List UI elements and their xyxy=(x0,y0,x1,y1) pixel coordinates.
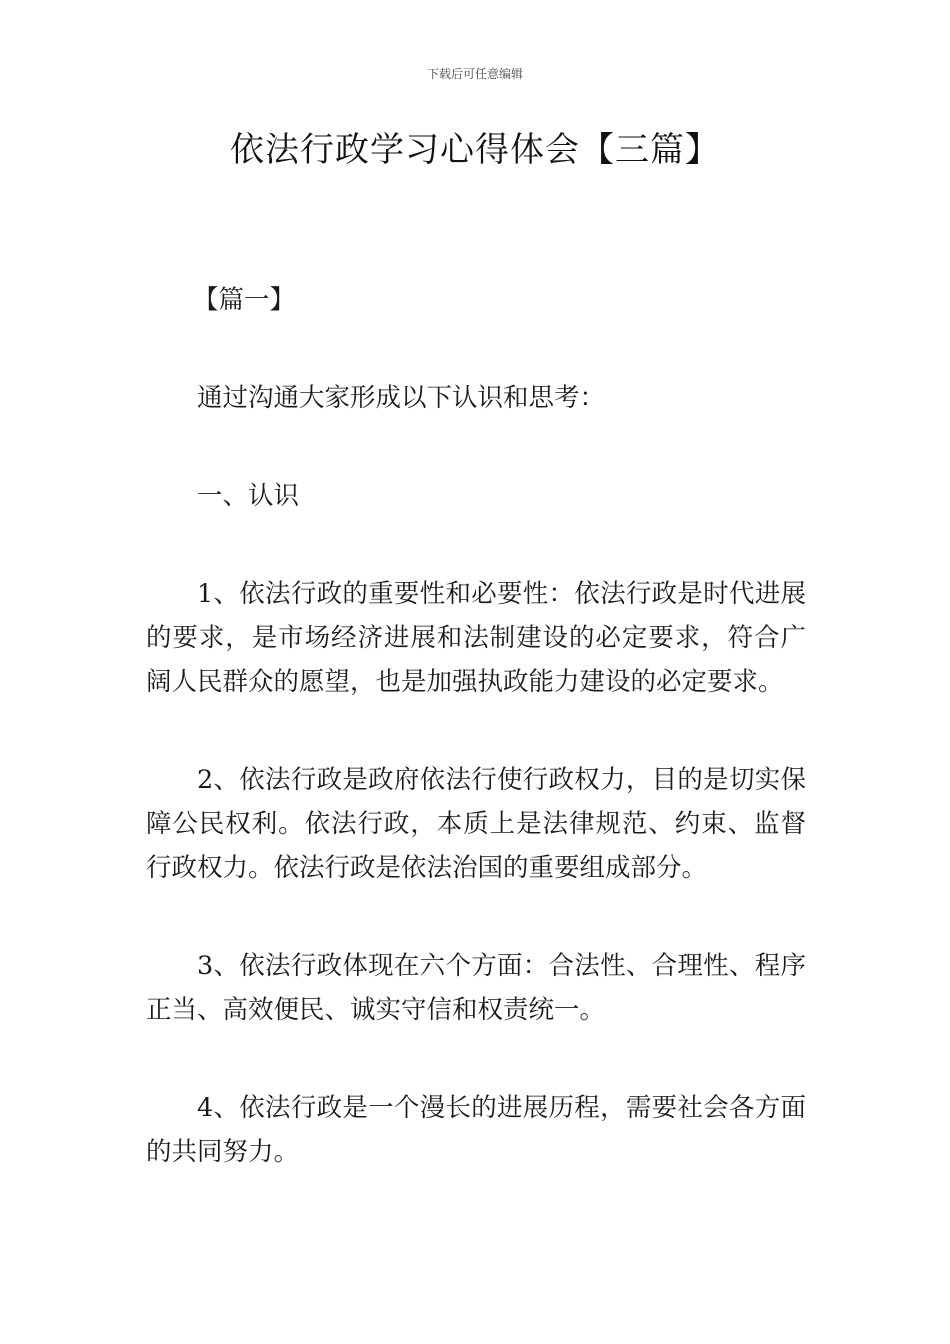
paragraph-point-2: 2、依法行政是政府依法行使行政权力，目的是切实保障公民权利。依法行政，本质上是法律规范、约束、监督行政权力。依法行政是依法治国的重要组成部分。 xyxy=(146,765,806,883)
document-body xyxy=(146,278,806,1174)
header-note: 下载后可任意编辑 xyxy=(426,67,523,81)
document-title: 依法行政学习心得体会【三篇】 xyxy=(230,130,720,170)
paragraph-point-1: 1、依法行政的重要性和必要性：依法行政是时代进展的要求，是市场经济进展和法制建设的必定要求，符合广阔人民群众的愿望，也是加强执政能力建设的必定要求。 xyxy=(146,579,806,697)
section-heading: 【篇一】 xyxy=(193,285,296,315)
paragraph-intro: 通过沟通大家形成以下认识和思考： xyxy=(197,383,606,413)
paragraph-point-4: 4、依法行政是一个漫长的进展历程，需要社会各方面的共同努力。 xyxy=(146,1093,806,1167)
paragraph-subheading: 一、认识 xyxy=(197,481,300,511)
paragraph-point-3: 3、依法行政体现在六个方面：合法性、合理性、程序正当、高效便民、诚实守信和权责统一。 xyxy=(146,951,806,1025)
